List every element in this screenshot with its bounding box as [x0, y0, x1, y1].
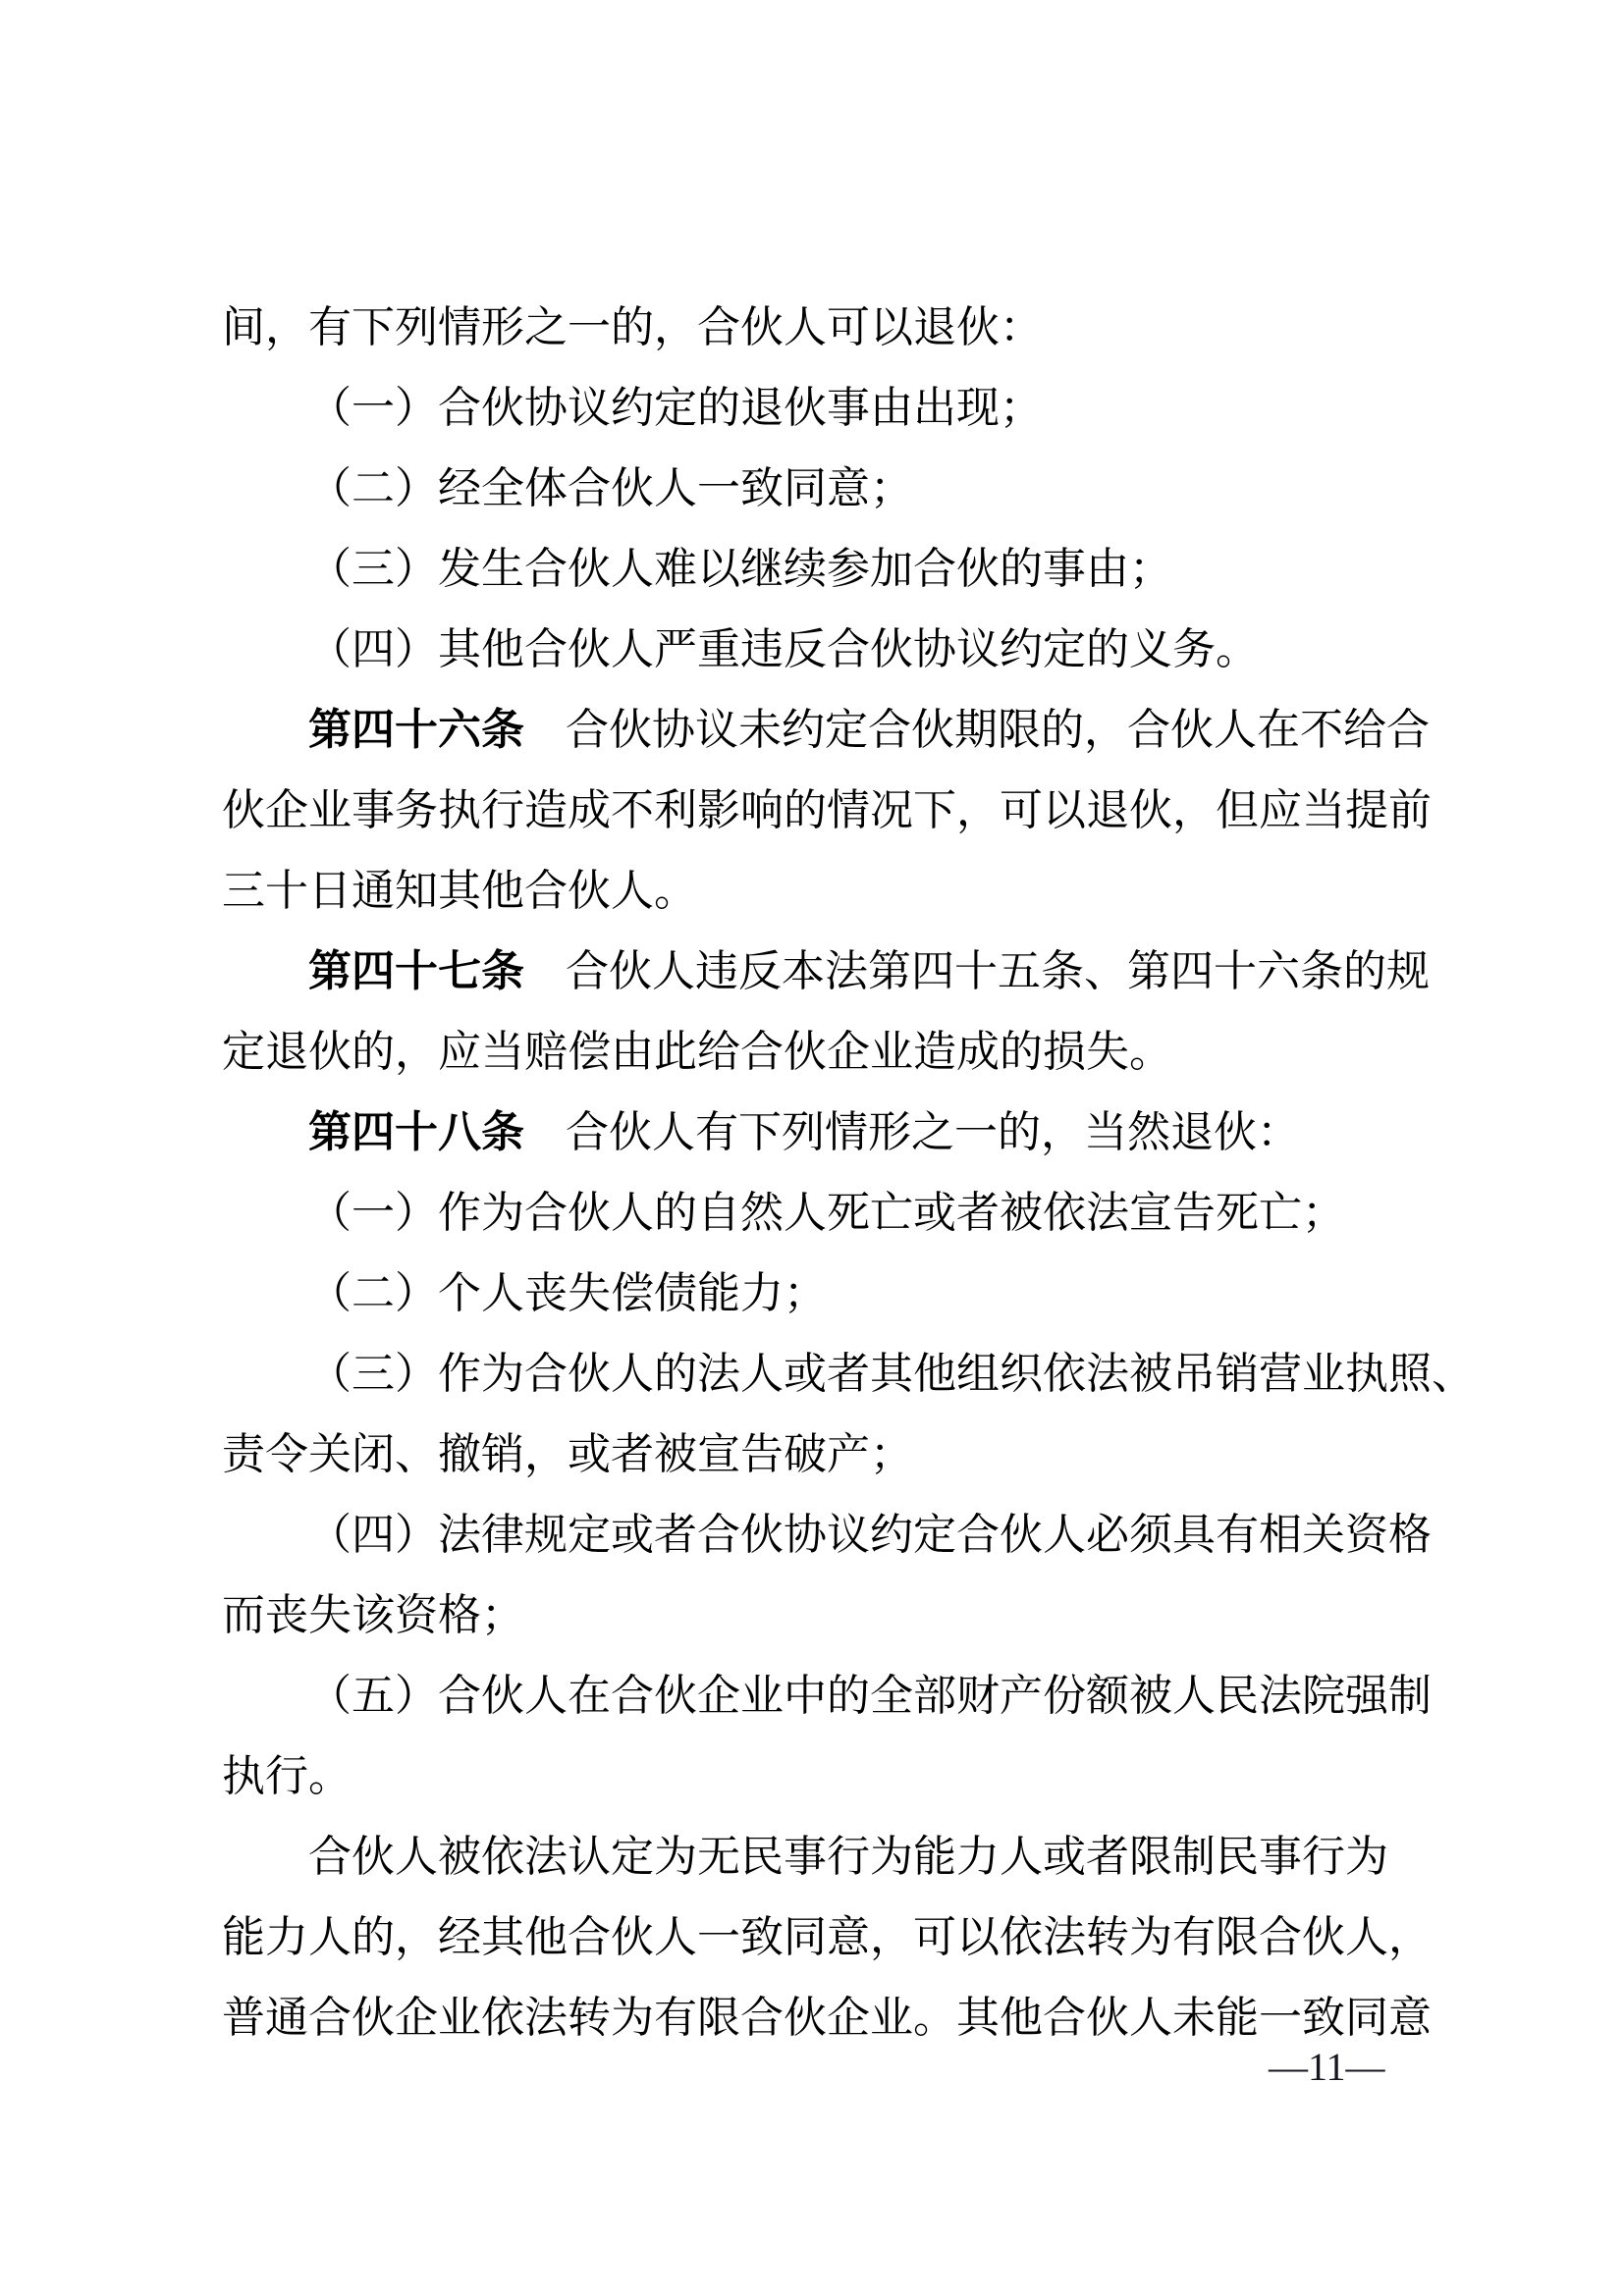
text-line — [222, 529, 1444, 610]
text-line — [222, 1575, 1444, 1656]
text-line — [222, 771, 1444, 851]
document-body — [222, 288, 1475, 2058]
text-line — [222, 1897, 1444, 1978]
text-line — [222, 1817, 1444, 1897]
text-line — [222, 1656, 1444, 1736]
text-line — [222, 690, 1444, 771]
page-number: —11— — [1269, 2045, 1385, 2089]
line-text: 责令关闭、撤销，或者被宣告破产； — [222, 1430, 913, 1478]
article-number: 第四十七条 — [308, 947, 524, 995]
line-text: 三十日通知其他合伙人。 — [222, 867, 697, 915]
text-line — [222, 932, 1444, 1012]
text-line — [222, 1334, 1475, 1415]
article-number: 第四十八条 — [308, 1108, 524, 1156]
line-text: 合伙人有下列情形之一的，当然退伙： — [566, 1108, 1300, 1156]
line-text: 执行。 — [222, 1752, 352, 1800]
text-line — [222, 288, 1444, 368]
article-number: 第四十六条 — [308, 706, 524, 754]
line-text: （四）其他合伙人严重违反合伙协议约定的义务。 — [308, 625, 1259, 673]
line-text: （三）发生合伙人难以继续参加合伙的事由； — [308, 545, 1172, 593]
line-text: 间，有下列情形之一的，合伙人可以退伙： — [222, 303, 1043, 351]
text-line — [222, 1978, 1444, 2058]
line-text: （四）法律规定或者合伙协议约定合伙人必须具有相关资格 — [308, 1511, 1432, 1559]
line-text: 而丧失该资格； — [222, 1591, 524, 1639]
line-text: 定退伙的，应当赔偿由此给合伙企业造成的损失。 — [222, 1028, 1172, 1076]
line-text: （二）个人丧失偿债能力； — [308, 1269, 827, 1317]
text-line — [222, 1093, 1444, 1173]
line-text: （一）合伙协议约定的退伙事由出现； — [308, 384, 1043, 432]
line-text: （一）作为合伙人的自然人死亡或者被依法宣告死亡； — [308, 1189, 1345, 1237]
line-text: 合伙人被依法认定为无民事行为能力人或者限制民事行为 — [308, 1833, 1388, 1881]
line-text: 合伙协议未约定合伙期限的，合伙人在不给合 — [566, 706, 1430, 754]
text-line — [222, 1012, 1444, 1093]
line-text: 能力人的，经其他合伙人一致同意，可以依法转为有限合伙人， — [222, 1913, 1432, 1961]
line-text: （三）作为合伙人的法人或者其他组织依法被吊销营业执照、 — [308, 1350, 1475, 1398]
text-line — [222, 1415, 1444, 1495]
text-line — [222, 1495, 1444, 1575]
line-text: 普通合伙企业依法转为有限合伙企业。其他合伙人未能一致同意 — [222, 1994, 1432, 2042]
text-line — [222, 1173, 1444, 1254]
text-line — [222, 368, 1444, 449]
line-text: 伙企业事务执行造成不利影响的情况下，可以退伙，但应当提前 — [222, 786, 1432, 834]
text-line — [222, 1736, 1444, 1817]
line-text: 合伙人违反本法第四十五条、第四十六条的规 — [566, 947, 1430, 995]
text-line — [222, 610, 1444, 690]
text-line — [222, 449, 1444, 529]
text-line — [222, 851, 1444, 932]
line-text: （二）经全体合伙人一致同意； — [308, 464, 913, 512]
line-text: （五）合伙人在合伙企业中的全部财产份额被人民法院强制 — [308, 1672, 1432, 1720]
text-line — [222, 1254, 1444, 1334]
